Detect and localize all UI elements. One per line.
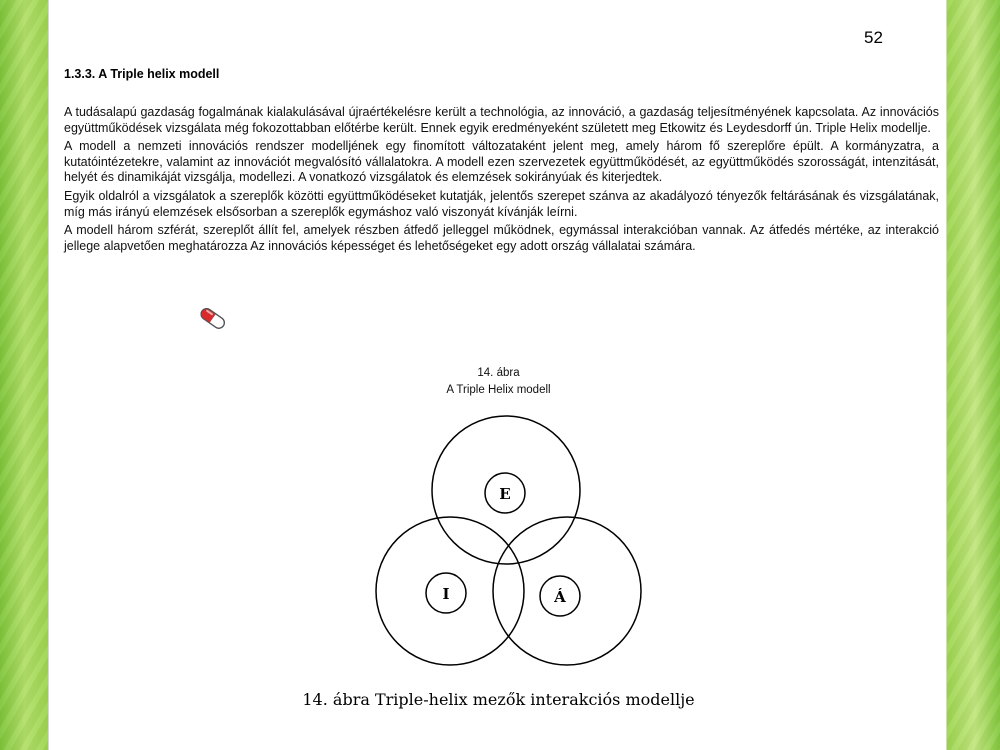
paragraph-1: A tudásalapú gazdaság fogalmának kialakulásával újraértékelésre került a technológia, az innováció, a gazdaság teljesítményének kapcsolata. Az innovációs együttműködések vizsgálata még fokozottabban előtérbe került. Ennek egyik eredményeként született meg Etkowitz és Leydesdorff ún. Triple Helix modellje. [64,105,939,135]
right-decorative-border [947,0,1000,750]
label-e: E [499,485,511,503]
paragraph-4: A modell három szférát, szereplőt állít fel, amelyek részben átfedő jelleggel működnek, egymással interakcióban vannak. Az átfedés mértéke, az interakció jellege alapvetően meghatározza Az innovációs képességet és lehetőségeket egy adott ország vállalatai számára. [64,223,939,253]
body-text [64,105,939,257]
label-i: I [442,585,450,603]
paragraph-3: Egyik oldalról a vizsgálatok a szereplők közötti együttműködéseket kutatják, jelentős szerepet szánva az akadályozó tényezők feltárásának és vizsgálatának, míg más irányú elemzések elsősorban a szereplők egymáshoz való viszonyát kívánják leírni. [64,188,939,219]
section-title: 1.3.3. A Triple helix modell [64,67,220,81]
figure-bottom-caption: 14. ábra Triple-helix mezők interakciós modellje [302,690,695,709]
page-number: 52 [864,28,883,47]
paragraph-2: A modell a nemzeti innovációs rendszer modelljének egy finomított változataként jelent meg, amely három fő szereplőre épült. A kormányzatra, a kutatóintézetekre, valamint az innovációt megvalósító vállalatokra. A modell ezen szervezetek együttműködését, az együttműködés szorosságát, intenzitását, helyét és dinamikáját vizsgálja, modellezi. A vonatkozó vizsgálatok és elemzések sokirányúak és kiterjedtek. [64,139,939,185]
document-page [48,0,947,750]
left-decorative-border [0,0,48,750]
figure-number: 14. ábra [477,367,520,379]
figure-title: A Triple Helix modell [446,384,551,396]
triple-helix-diagram [361,413,651,668]
label-a: Á [554,588,566,606]
circle-right [493,517,641,665]
pill-icon[interactable] [197,306,229,330]
